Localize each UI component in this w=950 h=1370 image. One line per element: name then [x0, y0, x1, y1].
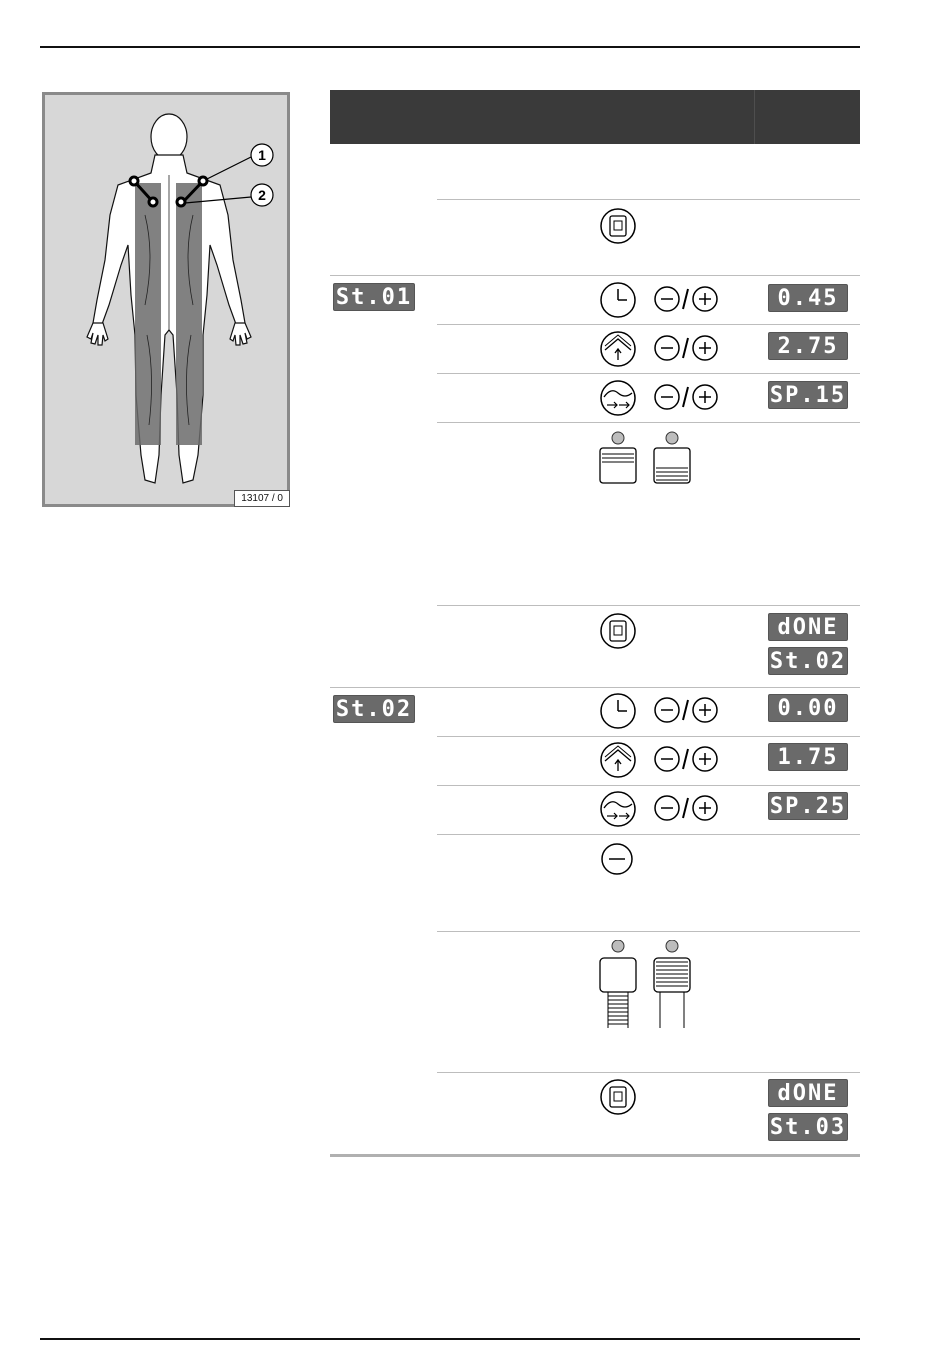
minus-plus-controls[interactable] — [652, 284, 722, 314]
row-divider — [330, 687, 860, 688]
row-divider — [437, 931, 860, 932]
speed-display: SP.25 — [769, 794, 847, 819]
row-divider — [437, 605, 860, 606]
clock-icon[interactable] — [599, 692, 637, 730]
minus-plus-controls[interactable] — [652, 744, 722, 774]
speed-display: SP.15 — [769, 383, 847, 408]
callout-2: 2 — [258, 187, 266, 203]
minus-button-icon[interactable] — [600, 842, 634, 876]
minus-plus-controls[interactable] — [652, 333, 722, 363]
table-header-bar — [330, 90, 860, 144]
row-divider — [437, 834, 860, 835]
pressure-up-icon[interactable] — [599, 741, 637, 779]
figure-number-label: 13107 / 0 — [234, 490, 290, 507]
done-display: dONE — [768, 1079, 848, 1107]
row-divider — [437, 373, 860, 374]
minus-plus-controls[interactable] — [652, 695, 722, 725]
minus-plus-controls[interactable] — [652, 382, 722, 412]
step-display-st02: St.02 — [333, 695, 415, 723]
program-card-icon[interactable] — [599, 207, 637, 245]
minus-plus-controls[interactable] — [652, 793, 722, 823]
row-divider — [437, 1072, 860, 1073]
pressure-display: 1.75 — [768, 743, 848, 771]
row-divider — [437, 199, 860, 200]
body-back-illustration — [45, 95, 287, 504]
speed-icon[interactable] — [599, 379, 637, 417]
callout-1: 1 — [258, 147, 266, 163]
done-display: dONE — [768, 613, 848, 641]
top-rule — [40, 46, 860, 48]
program-card-icon[interactable] — [599, 1078, 637, 1116]
bottom-rule — [40, 1338, 860, 1340]
cushion-pair-icon[interactable] — [598, 430, 694, 488]
body-figure-panel — [42, 92, 290, 507]
next-step-display: St.02 — [769, 649, 847, 674]
row-divider — [437, 324, 860, 325]
time-display: 0.00 — [768, 694, 848, 722]
clock-icon[interactable] — [599, 281, 637, 319]
row-divider — [437, 422, 860, 423]
pressure-up-icon[interactable] — [599, 330, 637, 368]
sleeve-pair-icon[interactable] — [598, 940, 694, 1032]
table-bottom-rule — [330, 1154, 860, 1157]
step-display-st01: St.01 — [333, 283, 415, 311]
time-display: 0.45 — [768, 284, 848, 312]
row-divider — [437, 785, 860, 786]
program-card-icon[interactable] — [599, 612, 637, 650]
row-divider — [330, 275, 860, 276]
row-divider — [437, 736, 860, 737]
pressure-display: 2.75 — [768, 332, 848, 360]
next-step-display: St.03 — [769, 1115, 847, 1140]
speed-icon[interactable] — [599, 790, 637, 828]
